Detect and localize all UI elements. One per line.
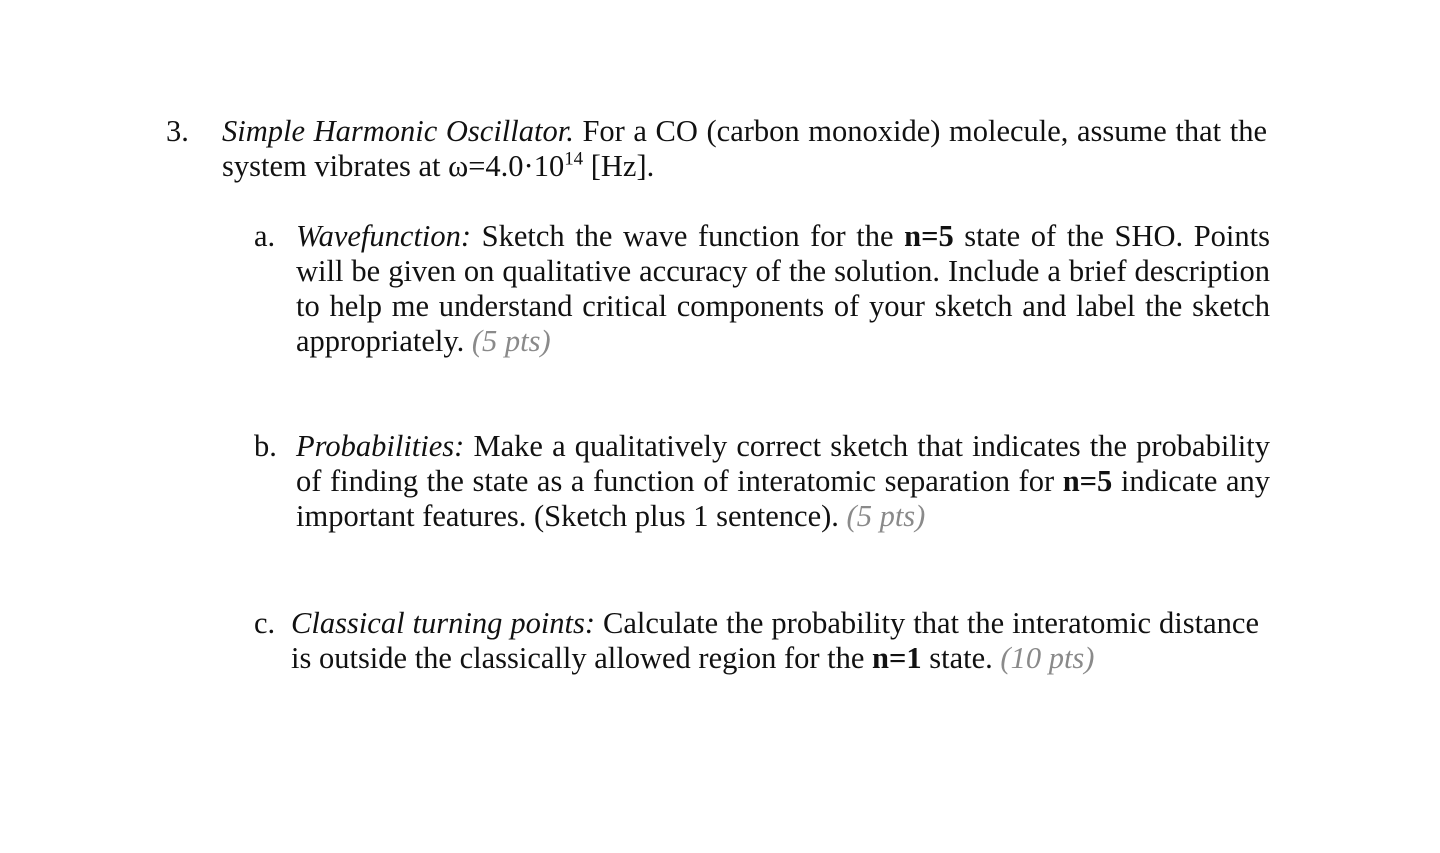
part-b-points: (5 pts): [846, 499, 926, 533]
part-c-body-1: Calculate the probability that the interatomic distance is outside the classically allowed region for the: [291, 606, 1259, 675]
problem-title: Simple Harmonic Oscillator.: [222, 114, 574, 148]
problem-intro-end: [Hz].: [583, 149, 655, 183]
part-b-label: b.: [254, 429, 277, 463]
part-a-state: n=5: [904, 219, 954, 253]
part-c-state: n=1: [872, 641, 922, 675]
frequency-exponent: 14: [564, 148, 584, 170]
part-c-title: Classical turning points:: [291, 606, 596, 640]
part-b-text: [296, 429, 1270, 534]
part-b-body-2: indicate any important features. (Sketch plus 1 sentence).: [296, 464, 1270, 533]
part-b-title: Probabilities:: [296, 429, 465, 463]
part-a-text: [296, 219, 1270, 359]
part-c-text: [291, 606, 1259, 676]
part-a-label: a.: [254, 219, 276, 253]
part-b-state: n=5: [1062, 464, 1113, 498]
problem-number: 3.: [166, 114, 189, 148]
part-c-points: (10 pts): [1000, 641, 1095, 675]
part-a-title: Wavefunction:: [296, 219, 472, 253]
problem-intro: For a CO (carbon monoxide) molecule, assume that the system vibrates at ω=4.0·10: [222, 114, 1267, 183]
problem-statement: [222, 114, 1267, 184]
part-a-points: (5 pts): [471, 324, 551, 358]
part-a-body-2: state of the SHO. Points will be given on qualitative accuracy of the solution. Include a brief description to help me understand critical components of your sketch and label the sketch appropriately.: [296, 219, 1271, 358]
part-c-label: c.: [254, 606, 276, 640]
part-b-body-1: Make a qualitatively correct sketch that indicates the probability of finding the state as a function of interatomic separation for: [296, 429, 1270, 498]
part-c-body-2: state.: [921, 641, 1001, 675]
part-a-body-1: Sketch the wave function for the: [471, 219, 905, 253]
